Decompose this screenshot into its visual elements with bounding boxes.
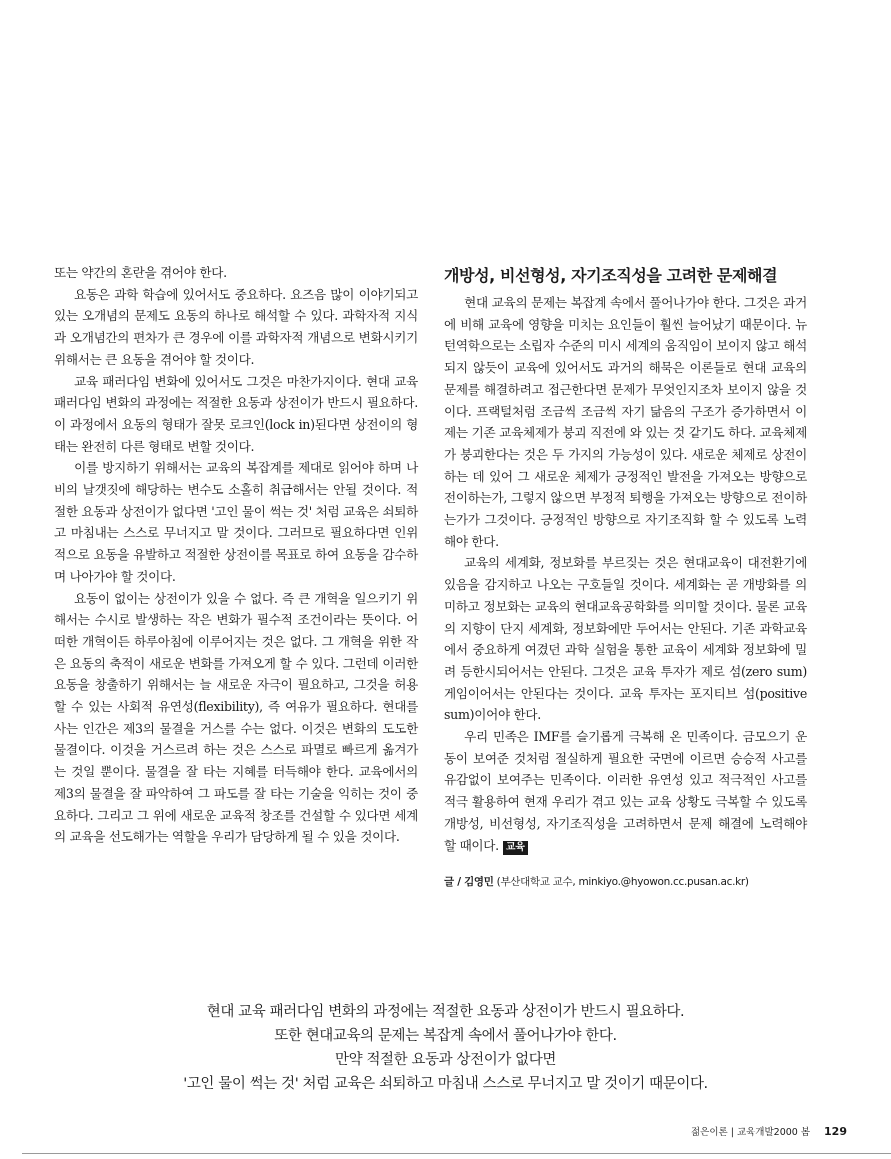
paragraph: 이를 방지하기 위해서는 교육의 복잡계를 제대로 읽어야 하며 나비의 날갯짓에 해당하는 변수도 소홀히 취급해서는 안될 것이다. 적절한 요동과 상전이가 없다면 '고인 물이 썩는 것' 처럼 교육은 쇠퇴하고 마침내는 스스로 무너지고 말 것이다. 그러므로 필요하다면 인위적으로 요동을 유발하고 적절한 상전이를 목표로 하여 요동을 감수하며 나아가야 할 것이다.: [54, 460, 418, 584]
byline-detail: (부산대학교 교수, minkiyo.@hyowon.cc.pusan.ac.kr): [493, 876, 749, 889]
paragraph: 교육의 세계화, 정보화를 부르짖는 것은 현대교육이 대전환기에 있음을 감지하고 나오는 구호들일 것이다. 세계화는 곧 개방화를 의미하고 정보화는 교육의 현대교육공학화를 의미할 것이다. 물론 교육의 지향이 단지 세계화, 정보화에만 두어서는 안된다. 기존 과학교육에서 중요하게 여겼던 과학 실험을 통한 교육이 세계화 정보화에 밀려 등한시되어서는 안된다. 그것은 교육 투자가 제로 섬(zero sum) 게임이어서는 안된다는 것이다. 교육 투자는 포지티브 섬(positive sum)이어야 한다.: [444, 555, 807, 723]
paragraph: 요동은 과학 학습에 있어서도 중요하다. 요즈음 많이 이야기되고 있는 오개념의 문제도 요동의 하나로 해석할 수 있다. 과학자적 지식과 오개념간의 편차가 큰 경우에 이를 과학자적 개념으로 변화시키기 위해서는 큰 요동을 겪어야 할 것이다.: [54, 286, 418, 367]
paragraph-text: 우리 민족은 IMF를 슬기롭게 극복해 온 민족이다. 금모으기 운동이 보여준 것처럼 절실하게 필요한 국면에 이르면 승승적 사고를 유감없이 보여주는 민족이다. 이러한 유연성 있고 적극적인 사고를 적극 활용하여 현재 우리가 겪고 있는 교육 상황도 극복할 수 있도록 개방성, 비선형성, 자기조직성을 고려하면서 문제 해결에 노력해야 할 때이다.: [444, 729, 807, 853]
pull-quote-line: '고인 물이 썩는 것' 처럼 교육은 쇠퇴하고 마침내 스스로 무너지고 말 것이기 때문이다.: [183, 1076, 708, 1092]
paragraph: [444, 726, 807, 856]
paragraph: 현대 교육의 문제는 복잡계 속에서 풀어나가야 한다. 그것은 과거에 비해 교육에 영향을 미치는 요인들이 훨씬 늘어났기 때문이다. 뉴턴역학으로는 소립자 수준의 미시 세계의 움직임이 보이지 않고 해석되지 않듯이 교육에 있어서도 과거의 해묵은 이론들로 현대 교육의 문제를 해결하려고 접근한다면 문제가 무엇인지조차 보이지 않을 것이다. 프랙털처럼 조금씩 조금씩 자기 닮음의 구조가 증가하면서 이제는 기존 교육체제가 붕괴 직전에 와 있는 것 같기도 하다. 교육체제가 붕괴한다는 것은 두 가지의 가능성이 있다. 새로운 체제로 상전이 하는 데 있어 그 새로운 체제가 긍정적인 발전을 가져오는 방향으로 전이하는가, 그렇지 않으면 부정적 퇴행을 가져오는 방향으로 전이하는가가 그것이다. 긍정적인 방향으로 자기조직화 할 수 있도록 노력해야 한다.: [444, 295, 807, 549]
bottom-divider: [22, 1153, 891, 1154]
pull-quote-line: 또한 현대교육의 문제는 복잡계 속에서 풀어나가야 한다.: [274, 1028, 617, 1044]
footer-section: 젊은이론 | 교육개발2000 봄: [691, 1127, 811, 1138]
right-column: [444, 266, 807, 890]
byline: [444, 874, 807, 890]
page-number: 129: [824, 1125, 847, 1138]
byline-author: 글 / 김영민: [444, 876, 494, 889]
end-mark-icon: 교육: [503, 841, 528, 855]
page-footer: [691, 1124, 847, 1138]
pull-quote-line: 현대 교육 패러다임 변화의 과정에는 적절한 요동과 상전이가 반드시 필요하다.: [206, 1004, 685, 1020]
pull-quote-line: 만약 적절한 요동과 상전이가 없다면: [335, 1052, 556, 1068]
pull-quote: [100, 1000, 791, 1096]
paragraph: 요동이 없이는 상전이가 있을 수 없다. 즉 큰 개혁을 일으키기 위해서는 수시로 발생하는 작은 변화가 필수적 조건이라는 뜻이다. 어떠한 개혁이든 하루아침에 이루어지는 것은 없다. 그 개혁을 위한 작은 요동의 축적이 새로운 변화를 가져오게 할 수 있다. 그런데 이러한 요동을 창출하기 위해서는 늘 새로운 자극이 필요하고, 그것을 허용할 수 있는 사회적 유연성(flexibility), 즉 여유가 필요하다. 현대를 사는 인간은 제3의 물결을 거스를 수는 없다. 이것은 변화의 도도한 물결이다. 이것을 거스르려 하는 것은 스스로 파멸로 빠르게 옮겨가는 것일 뿐이다. 물결을 잘 타는 지혜를 터득해야 한다. 교육에서의 제3의 물결을 잘 파악하여 그 파도를 잘 타는 기술을 익히는 것이 중요하다. 그리고 그 위에 새로운 교육적 창조를 건설할 수 있다면 세계의 교육을 선도해가는 역할을 우리가 담당하게 될 수 있을 것이다.: [54, 590, 418, 845]
left-column: [54, 262, 418, 848]
paragraph: 교육 패러다임 변화에 있어서도 그것은 마찬가지이다. 현대 교육 패러다임 변화의 과정에는 적절한 요동과 상전이가 반드시 필요하다. 이 과정에서 요동의 형태가 잘못 로크인(lock in)된다면 상전이의 형태는 완전히 다른 형태로 변할 것이다.: [54, 373, 418, 454]
paragraph: 또는 약간의 혼란을 겪어야 한다.: [54, 265, 227, 280]
section-heading: 개방성, 비선형성, 자기조직성을 고려한 문제해결: [444, 266, 778, 285]
